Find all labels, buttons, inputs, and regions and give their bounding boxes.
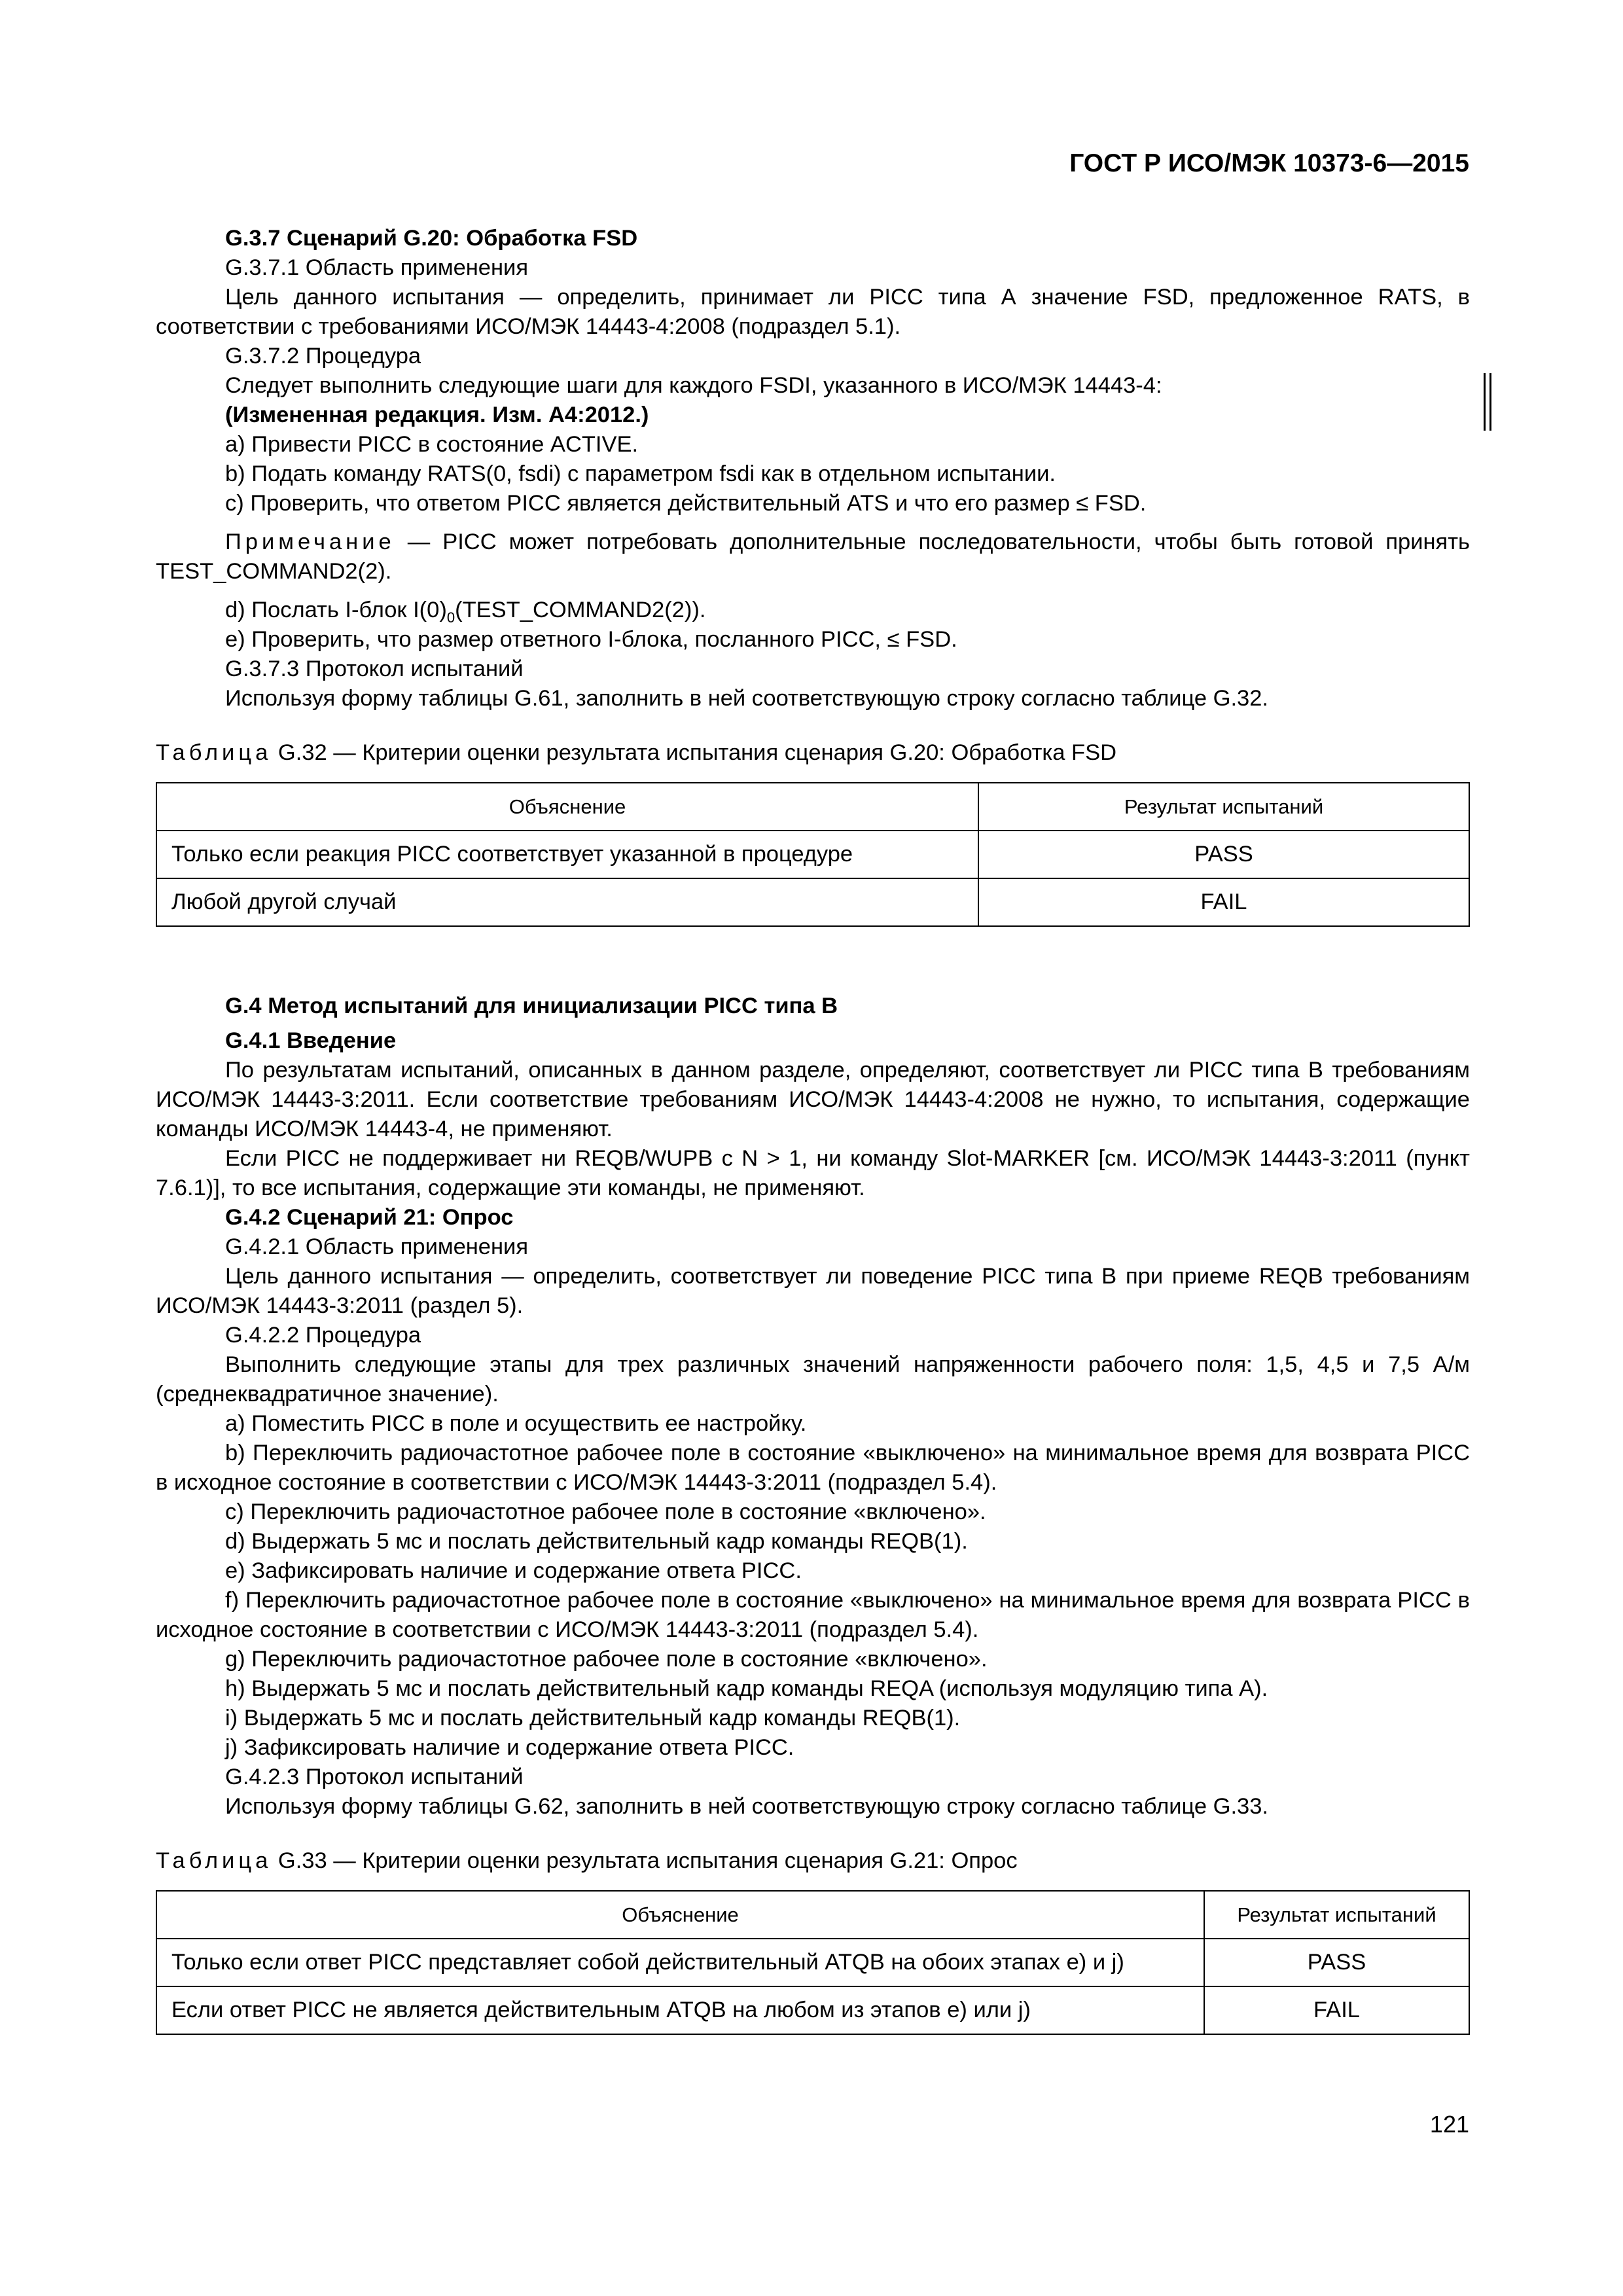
cell-result: PASS (978, 831, 1469, 878)
cell-explanation: Если ответ PICC не является действительным ATQB на любом из этапов e) или j) (156, 1986, 1204, 2034)
heading-g4: G.4 Метод испытаний для инициализации PICC типа В (225, 994, 838, 1018)
paragraph-scope: Цель данного испытания — определить, принимает ли PICC типа А значение FSD, предложенное RATS, в соответствии с требованиями ИСО/МЭК 14443-4:2008 (подраздел 5.1). (156, 285, 1470, 339)
cell-explanation: Любой другой случай (156, 878, 978, 926)
heading-g423: G.4.2.3 Протокол испытаний (225, 1765, 524, 1789)
step-h: h) Выдержать 5 мс и послать действительный кадр команды REQA (используя модуляцию типа А). (225, 1676, 1268, 1701)
heading-g422: G.4.2.2 Процедура (225, 1323, 421, 1348)
step-b: b) Подать команду RATS(0, fsdi) с параметром fsdi как в отдельном испытании. (225, 461, 1056, 486)
cell-explanation: Только если ответ PICC представляет собой действительный ATQB на обоих этапах e) и j) (156, 1939, 1204, 1986)
step-c: c) Переключить радиочастотное рабочее поле в состояние «включено». (225, 1499, 986, 1524)
paragraph-procedure-intro: Выполнить следующие этапы для трех различных значений напряженности рабочего поля: 1,5, 4,5 и 7,5 А/м (среднеквадратичное значение). (156, 1352, 1470, 1407)
paragraph-report: Используя форму таблицы G.62, заполнить в ней соответствующую строку согласно таблице G.33. (225, 1794, 1268, 1819)
standard-header: ГОСТ Р ИСО/МЭК 10373-6—2015 (1069, 149, 1469, 177)
table-row (156, 1939, 1469, 1986)
section-g4 (156, 992, 1470, 2035)
table-row (156, 831, 1469, 878)
table-header-row (156, 1891, 1469, 1939)
note-paragraph (156, 528, 1470, 586)
paragraph-procedure-intro: Следует выполнить следующие шаги для каждого FSDI, указанного в ИСО/МЭК 14443-4: (225, 373, 1162, 398)
table-header-row (156, 783, 1469, 831)
paragraph-intro-2: Если PICC не поддерживает ни REQB/WUPB с N > 1, ни команду Slot-MARKER [см. ИСО/МЭК 14443-3:2011 (пункт 7.6.1)], то все испытания, содержащие эти команды, не применяют. (156, 1146, 1470, 1200)
table-g32-caption: Таблица G.32 — Критерии оценки результата испытания сценария G.20: Обработка FSD (156, 740, 1117, 765)
table-g33 (156, 1890, 1470, 2035)
section-g37 (156, 224, 1470, 927)
step-b: b) Переключить радиочастотное рабочее поле в состояние «выключено» на минимальное время для возврата PICC в исходное состояние в соответствии с ИСО/МЭК 14443-3:2011 (подраздел 5.4). (156, 1441, 1470, 1495)
step-e: e) Проверить, что размер ответного I-блока, посланного PICC, ≤ FSD. (225, 627, 957, 652)
step-f: f) Переключить радиочастотное рабочее поле в состояние «выключено» на минимальное время для возврата PICC в исходное состояние в соответствии с ИСО/МЭК 14443-3:2011 (подраздел 5.4). (156, 1588, 1470, 1642)
page-number: 121 (1429, 2111, 1469, 2138)
step-d: d) Послать I-блок $I(0)_0(TEST\_COMMAND2(2))$. (225, 598, 706, 626)
heading-g37: G.3.7 Сценарий G.20: Обработка FSD (225, 226, 638, 251)
cell-result: FAIL (978, 878, 1469, 926)
heading-g41: G.4.1 Введение (225, 1028, 397, 1053)
col-explanation: Объяснение (156, 1891, 1204, 1939)
table-row (156, 878, 1469, 926)
amendment-note: (Измененная редакция. Изм. А4:2012.) (225, 403, 649, 427)
step-a: a) Поместить PICC в поле и осуществить ее настройку. (225, 1411, 807, 1436)
cell-explanation: Только если реакция PICC соответствует указанной в процедуре (156, 831, 978, 878)
table-g32 (156, 782, 1470, 927)
heading-g373: G.3.7.3 Протокол испытаний (225, 656, 524, 681)
heading-g372: G.3.7.2 Процедура (225, 344, 421, 368)
step-g: g) Переключить радиочастотное рабочее поле в состояние «включено». (225, 1647, 988, 1672)
paragraph-scope: Цель данного испытания — определить, соответствует ли поведение PICC типа В при приеме REQB требованиям ИСО/МЭК 14443-3:2011 (раздел 5). (156, 1264, 1470, 1318)
note-label: Примечание (225, 529, 395, 554)
step-e: e) Зафиксировать наличие и содержание ответа PICC. (225, 1558, 802, 1583)
change-bar (1484, 373, 1493, 431)
paragraph-report: Используя форму таблицы G.61, заполнить в ней соответствующую строку согласно таблице G.32. (225, 686, 1268, 711)
heading-g421: G.4.2.1 Область применения (225, 1234, 529, 1259)
step-d: d) Выдержать 5 мс и послать действительный кадр команды REQB(1). (225, 1529, 968, 1554)
table-row (156, 1986, 1469, 2034)
col-explanation: Объяснение (156, 783, 978, 831)
col-result: Результат испытаний (978, 783, 1469, 831)
heading-g371: G.3.7.1 Область применения (225, 255, 529, 280)
step-a: a) Привести PICC в состояние ACTIVE. (225, 432, 639, 457)
paragraph-intro-1: По результатам испытаний, описанных в данном разделе, определяют, соответствует ли PICC типа В требованиям ИСО/МЭК 14443-3:2011. Если соответствие требованиям ИСО/МЭК 14443-4:2008 не нужно, то испытания, содержащие команды ИСО/МЭК 14443-4, не применяют. (156, 1058, 1470, 1141)
cell-result: PASS (1204, 1939, 1469, 1986)
step-j: j) Зафиксировать наличие и содержание ответа PICC. (225, 1735, 794, 1760)
note-text: — PICC может потребовать дополнительные последовательности, чтобы быть готовой принять TEST_COMMAND2(2). (156, 529, 1470, 584)
step-c: c) Проверить, что ответом PICC является действительный ATS и что его размер ≤ FSD. (225, 491, 1147, 516)
step-i: i) Выдержать 5 мс и послать действительный кадр команды REQB(1). (225, 1706, 961, 1731)
heading-g42: G.4.2 Сценарий 21: Опрос (225, 1205, 514, 1230)
table-g33-caption: Таблица G.33 — Критерии оценки результата испытания сценария G.21: Опрос (156, 1848, 1018, 1873)
col-result: Результат испытаний (1204, 1891, 1469, 1939)
cell-result: FAIL (1204, 1986, 1469, 2034)
